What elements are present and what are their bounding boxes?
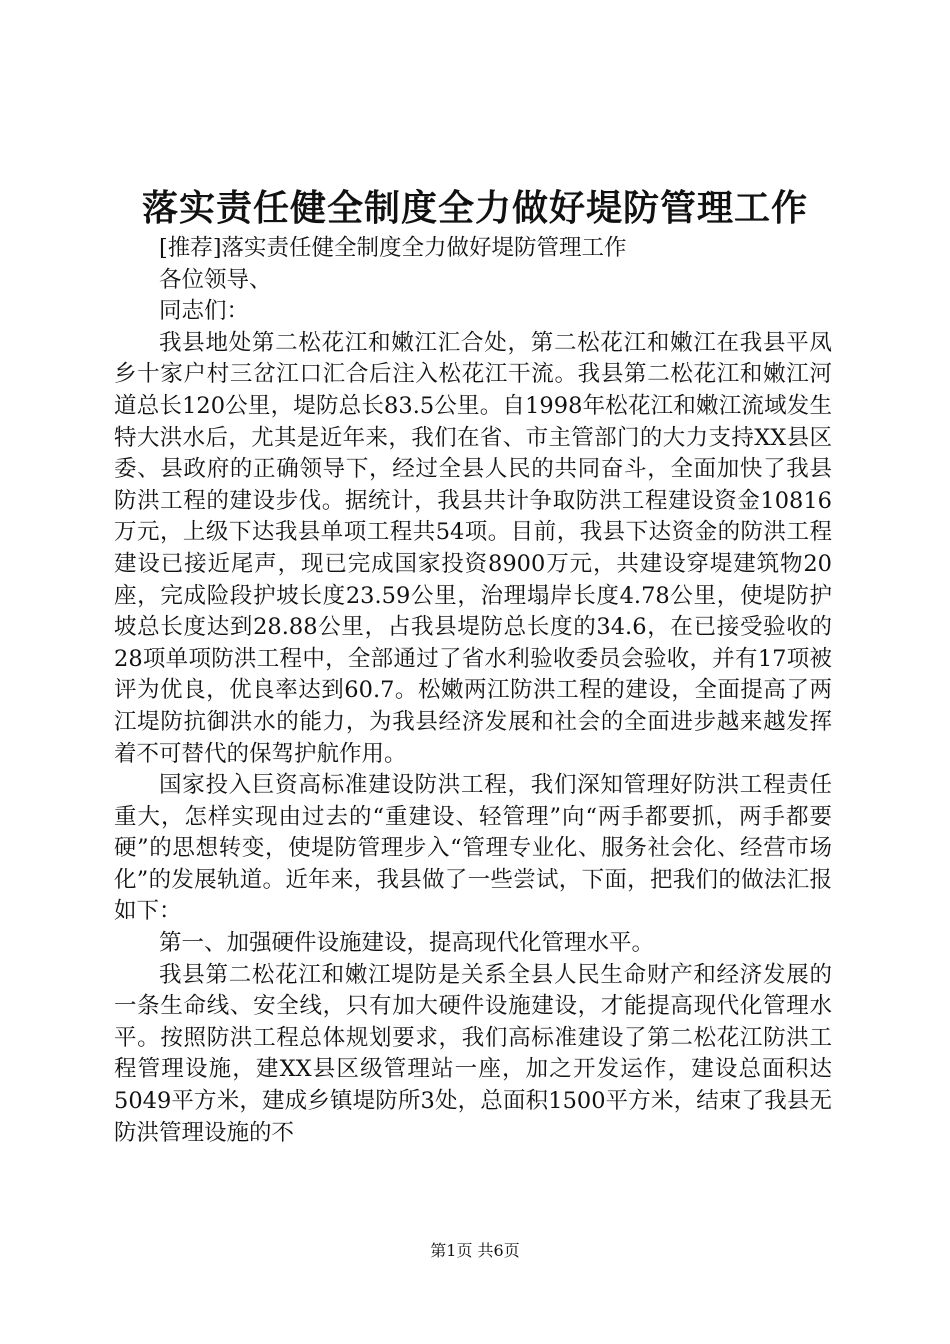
section-heading: 第一、加强硬件设施建设，提高现代化管理水平。 [159, 930, 655, 957]
page-footer: 第1页 共6页 [430, 1241, 520, 1260]
body-paragraph: 我县地处第二松花江和嫩江汇合处，第二松花江和嫩江在我县平凤乡十家户村三岔江口汇合后注入松花江干流。我县第二松花江和嫩江河道总长120公里，堤防总长83.5公里。自1998年松花江和嫩江流域发生特大洪水后，尤其是近年来，我们在省、市主管部门的大力支持XX县区委、县政府的正确领导下，经过全县人民的共同奋斗，全面加快了我县防洪工程的建设步伐。据统计，我县共计争取防洪工程建设资金10816万元，上级下达我县单项工程共54项。目前，我县下达资金的防洪工程建设已接近尾声，现已完成国家投资8900万元，共建设穿堤建筑物20座，完成险段护坡长度23.59公里，治理塌岸长度4.78公里，使堤防护坡总长度达到28.88公里，占我县堤防总长度的34.6，在已接受验收的28项单项防洪工程中，全部通过了省水利验收委员会验收，并有17项被评为优良，优良率达到60.7。松嫩两江防洪工程的建设，全面提高了两江堤防抗御洪水的能力，为我县经济发展和社会的全面进步越来越发挥着不可替代的保驾护航作用。 [114, 329, 832, 767]
document-title: 落实责任健全制度全力做好堤防管理工作 [141, 187, 808, 229]
subtitle-line: [推荐]落实责任健全制度全力做好堤防管理工作 [159, 235, 627, 261]
greeting-line: 同志们： [159, 298, 250, 325]
document-body [114, 233, 832, 1149]
body-paragraph: 我县第二松花江和嫩江堤防是关系全县人民生命财产和经济发展的一条生命线、安全线，只有加大硬件设施建设，才能提高现代化管理水平。按照防洪工程总体规划要求，我们高标准建设了第二松花江防洪工程管理设施，建XX县区级管理站一座，加之开发运作，建设总面积达5049平方米，建成乡镇堤防所3处，总面积1500平方米，结束了我县无防洪管理设施的不 [114, 961, 832, 1146]
body-paragraph: 国家投入巨资高标准建设防洪工程，我们深知管理好防洪工程责任重大，怎样实现由过去的“重建设、轻管理”向“两手都要抓，两手都要硬”的思想转变，使堤防管理步入“管理专业化、服务社会化、经营市场化”的发展轨道。近年来，我县做了一些尝试，下面，把我们的做法汇报如下： [114, 772, 832, 925]
greeting-line: 各位领导、 [159, 266, 272, 293]
